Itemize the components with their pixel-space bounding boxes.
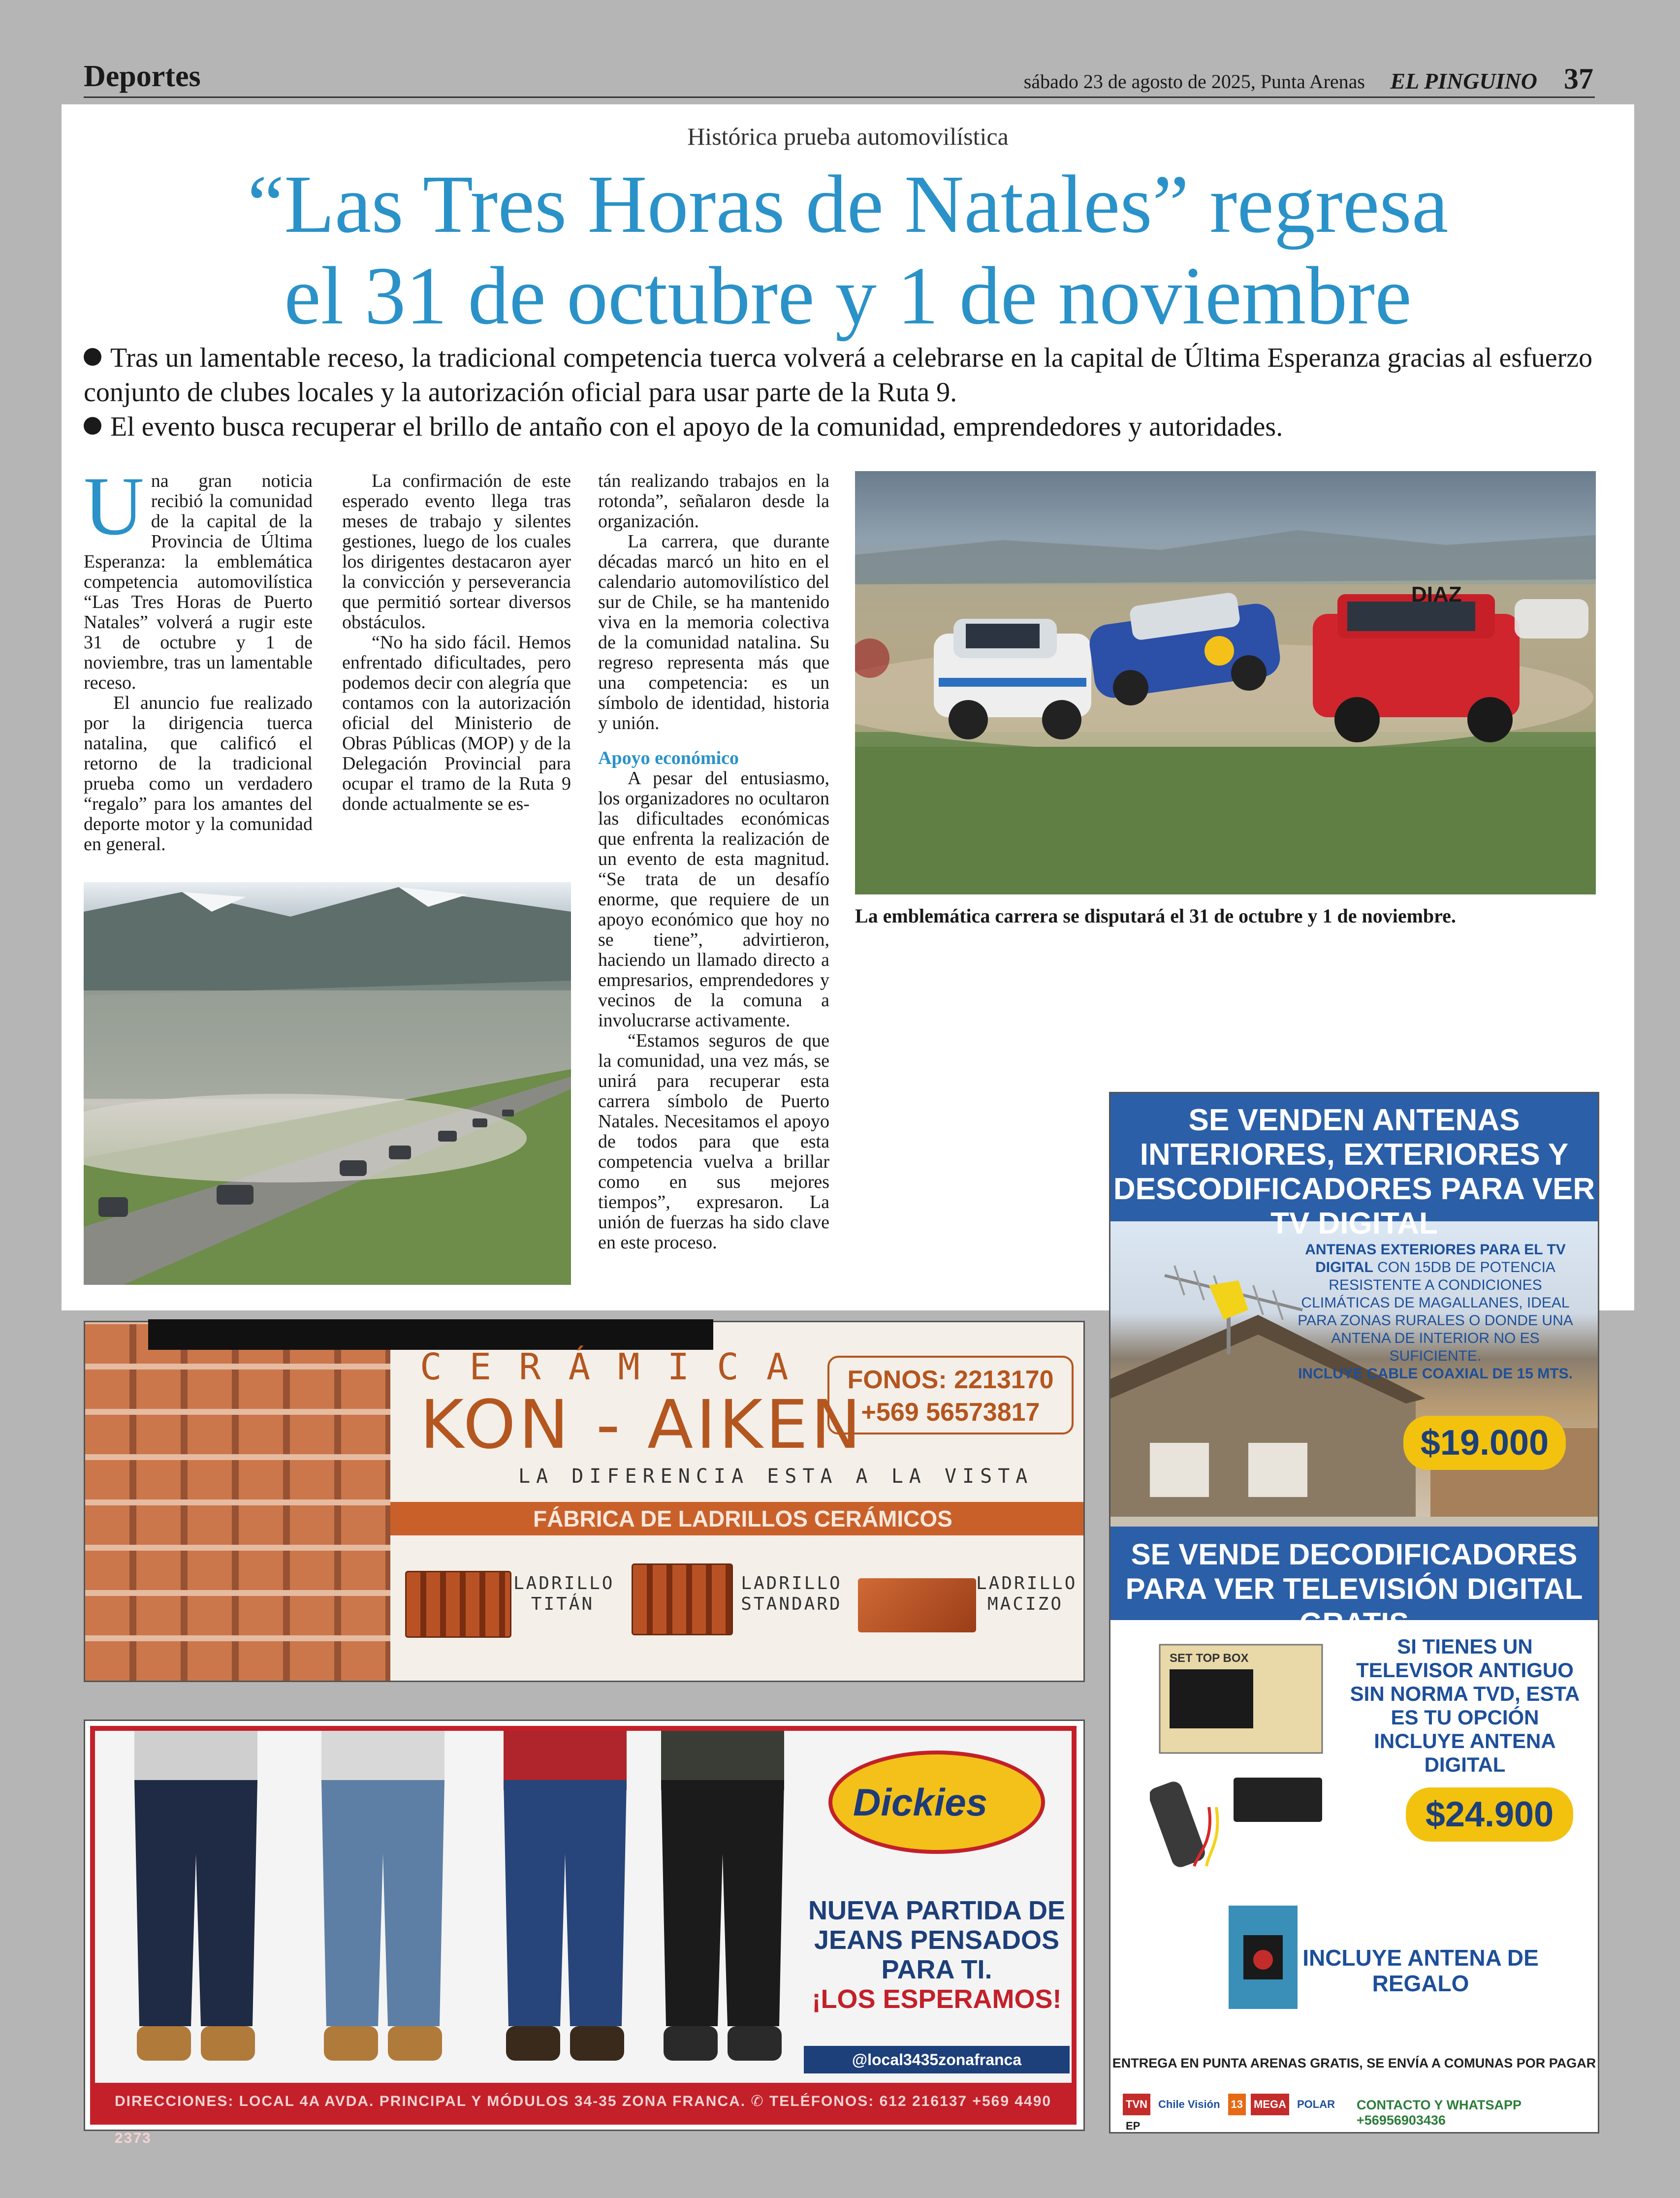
bullet-dot-icon (84, 417, 101, 435)
dateline: sábado 23 de agosto de 2025, Punta Arenas (1023, 70, 1365, 93)
summary-bullet-text: Tras un lamentable receso, la tradicional competencia tuerca volverá a celebrarse en la capital de Última Esperanza gracias al esfuerzo conjunto de clubes locales y la autorización oficial para usar parte de la Ruta 9. (84, 343, 1593, 408)
ceramica-word: CERÁMICA (420, 1346, 816, 1388)
delivery-note: ENTREGA EN PUNTA ARENAS GRATIS, SE ENVÍA A COMUNAS POR PAGAR (1112, 2056, 1596, 2071)
bricks-stack-photo (85, 1322, 390, 1681)
car-sponsor-text: DIAZ (1411, 582, 1462, 606)
phone-line-1: FONOS: 2213170 (847, 1366, 1054, 1394)
text-column-3 (598, 471, 829, 1253)
dickies-slogan (804, 1896, 1070, 2014)
polar-logo: POLAR (1297, 2098, 1335, 2110)
text-column-2 (342, 471, 571, 814)
road-convoy-illustration (84, 882, 571, 1285)
paragraph: “No ha sido fácil. Hemos enfrentado dificultades, pero podemos decir con alegría que contamos con la autorización oficial del Ministerio de Obras Públicas (MOP) y de la Delegación Provincial para ocupar el tramo de la Ruta 9 donde actualmente se es- (342, 632, 571, 814)
header-rule (84, 96, 1595, 98)
text-column-1 (84, 460, 313, 855)
paragraph: La carrera, que durante décadas marcó un hito en el calendario automovilístico del sur de Chile, se ha mantenido viva en la memoria colectiva de la comunidad natalina. Su regreso representa más que una competencia: es un símbolo de identidad, historia y unión. (598, 531, 829, 733)
paragraph: El anuncio fue realizado por la dirigencia tuerca natalina, que calificó el retorno de la tradicional prueba como un verdadero “regalo” para los amantes del deporte motor y la comunidad en general. (84, 693, 313, 855)
paragraph: La confirmación de este esperado evento llega tras meses de trabajo y silentes gestiones, luego de los cuales los dirigentes destacaron ayer la convicción y perseverancia que permitió sortear diversos obstáculos. (342, 471, 571, 633)
channel-logos (1123, 2094, 1349, 2132)
antenna-cable-note: INCLUYE CABLE COAXIAL DE 15 MTS. (1298, 1366, 1573, 1382)
paragraph: A pesar del entusiasmo, los organizadores no ocultaron las dificultades económicas que enfrenta la realización de un evento de esta magnitud. “Se trata de un desafío enorme, que requiere de un apoyo económico que hoy no se tiene”, advirtieron, haciendo un llamado directo a empresarios, emprendedores y vecinos de la comuna a involucrarse activamente. (598, 768, 829, 1031)
contact-whatsapp: CONTACTO Y WHATSAPP +56956903436 (1357, 2098, 1522, 2128)
indoor-antenna-icon (1224, 1901, 1302, 2014)
light-jeans-image (302, 1731, 464, 2071)
phone-numbers-box (827, 1356, 1074, 1434)
rally-cars-illustration (855, 471, 1596, 894)
brick-macizo-label: LADRILLO MACIZO (976, 1573, 1078, 1614)
chilevision-logo: Chile Visión (1158, 2098, 1220, 2110)
dickies-footer: DIRECCIONES: LOCAL 4A AVDA. PRINCIPAL Y MÓDULOS 34-35 ZONA FRANCA. ✆ TELÉFONOS: 612 216137 +569 4490 2373 (95, 2083, 1072, 2120)
headline-line-2: el 31 de octubre y 1 de noviembre (284, 250, 1412, 342)
ad-top-bar (148, 1319, 713, 1350)
dickies-brand: Dickies (853, 1781, 988, 1824)
ceramica-brand: KON - AIKEN (420, 1386, 864, 1464)
gift-antenna-note: INCLUYE ANTENA DE REGALO (1302, 1945, 1539, 1996)
brick-standard-label: LADRILLO STANDARD (741, 1573, 842, 1614)
decoder-price: $24.900 (1406, 1787, 1573, 1842)
dark-jeans-image (115, 1731, 277, 2071)
decoder-box-icon (1150, 1635, 1327, 1871)
tvn-logo: TVN (1123, 2094, 1150, 2115)
page-number: 37 (1564, 63, 1593, 95)
antenna-description-bold: ANTENAS EXTERIORES PARA EL TV DIGITAL (1305, 1242, 1566, 1275)
photo-caption: La emblemática carrera se disputará el 31 de octubre y 1 de noviembre. (855, 905, 1456, 927)
canal13-logo: 13 (1228, 2094, 1246, 2115)
road-convoy-photo (84, 882, 571, 1285)
factory-band: FÁBRICA DE LADRILLOS CERÁMICOS (390, 1502, 1083, 1535)
antenna-price: $19.000 (1403, 1416, 1566, 1470)
ceramica-slogan: LA DIFERENCIA ESTA A LA VISTA (518, 1465, 1034, 1488)
paragraph: Una gran noticia recibió la comunidad de la capital de la Provincia de Última Esperanza: la emblemática competencia automovilística “Las Tres Horas de Puerto Natales” volverá a rugir este 31 de octubre y 1 de noviembre, tras un lamentable receso. (84, 460, 313, 693)
paragraph: tán realizando trabajos en la rotonda”, señalaron desde la organización. (598, 471, 829, 532)
brick-standard-image (632, 1563, 733, 1635)
tv-ad-title: SE VENDEN ANTENAS INTERIORES, EXTERIORES Y DESCODIFICADORES PARA VER TV DIGITAL (1110, 1093, 1598, 1221)
ceramica-kon-aiken-ad (84, 1321, 1085, 1682)
summary-bullet-1 (84, 341, 1610, 410)
black-jeans-image (641, 1731, 804, 2071)
brick-macizo-image (858, 1578, 976, 1632)
brick-titan-label: LADRILLO TITÁN (513, 1573, 615, 1614)
decoder-box-label: SET TOP BOX (1170, 1652, 1249, 1665)
summary-bullet-text: El evento busca recuperar el brillo de antaño con el apoyo de la comunidad, emprendedores y autoridades. (110, 412, 1283, 442)
dickies-slogan-main: NUEVA PARTIDA DE JEANS PENSADOS PARA TI. (808, 1896, 1066, 1984)
ep-logo: EP (1126, 2120, 1141, 2132)
article-kicker: Histórica prueba automovilística (687, 123, 1009, 150)
bullet-dot-icon (84, 348, 101, 366)
rally-cars-photo (855, 471, 1596, 894)
drop-cap: U (84, 460, 144, 552)
brick-titan-image (405, 1571, 511, 1638)
paragraph: “Estamos seguros de que la comunidad, una vez más, se unirá para recuperar esta carrera símbolo de Puerto Natales. Necesitamos el apoyo de todos para que esta competencia vuelva a brillar como en sus mejores tiempos”, expresaron. La unión de fuerzas ha sido clave en este proceso. (598, 1030, 829, 1253)
section-title: Deportes (84, 60, 201, 93)
newspaper-name: EL PINGUINO (1390, 68, 1537, 94)
decoder-description: SI TIENES UN TELEVISOR ANTIGUO SIN NORMA TVD, ESTA ES TU OPCIÓN INCLUYE ANTENA DIGITAL (1350, 1635, 1580, 1776)
instagram-handle: @local3435zonafranca (804, 2046, 1070, 2073)
dickies-slogan-cta: ¡LOS ESPERAMOS! (812, 1984, 1062, 2014)
decoder-subtitle: SE VENDE DECODIFICADORES PARA VER TELEVISIÓN DIGITAL GRATIS (1110, 1527, 1598, 1620)
antenna-description (1288, 1241, 1583, 1383)
tv-antenna-ad (1109, 1092, 1599, 2134)
article-headline (62, 159, 1634, 342)
mega-logo: MEGA (1251, 2094, 1289, 2115)
dickies-jeans-ad (84, 1720, 1085, 2146)
antenna-description-text: CON 15DB DE POTENCIA RESISTENTE A CONDICIONES CLIMÁTICAS DE MAGALLANES, IDEAL PARA ZONAS RURALES O DONDE UNA ANTENA DE INTERIOR NO ES SUFICIENTE. (1298, 1259, 1573, 1364)
subhead: Apoyo económico (598, 748, 739, 768)
dickies-frame (90, 1726, 1077, 2146)
phone-line-2: +569 56573817 (861, 1398, 1040, 1427)
headline-line-1: “Las Tres Horas de Natales” regresa (247, 159, 1449, 250)
indigo-jeans-image (484, 1731, 646, 2071)
summary-bullet-2 (84, 410, 1610, 444)
